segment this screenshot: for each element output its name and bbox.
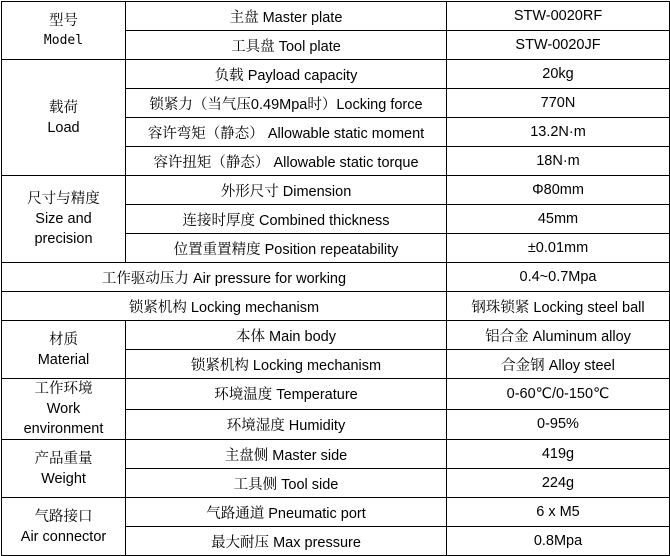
row-value: 13.2N·m <box>447 118 670 147</box>
row-value: 合金钢 Alloy steel <box>447 350 670 379</box>
category-label-en: Work <box>46 401 81 417</box>
category-label-en: Load <box>47 119 80 136</box>
category-label-en: Weight <box>41 470 86 487</box>
row-value: 18N·m <box>447 147 670 176</box>
category-air <box>2 498 126 556</box>
row-value: STW-0020RF <box>447 2 670 31</box>
category-label-zh: 载荷 <box>49 99 78 116</box>
table-row <box>2 440 670 469</box>
category-material <box>2 321 126 379</box>
row-value: 钢珠锁紧 Locking steel ball <box>447 292 670 321</box>
row-value: 0.4~0.7Mpa <box>447 263 670 292</box>
category-label-zh: 尺寸与精度 <box>27 191 100 207</box>
category-label-zh: 工作环境 <box>34 381 93 397</box>
table-row <box>2 321 670 350</box>
category-load <box>2 60 126 176</box>
category-label-zh: 型号 <box>49 12 78 29</box>
spec-table <box>1 1 670 556</box>
row-label: 最大耐压 Max pressure <box>126 527 447 556</box>
row-value: 20kg <box>447 60 670 89</box>
category-label-en: Air connector <box>20 528 107 545</box>
row-label: 主盘侧 Master side <box>126 440 447 469</box>
row-label: 负载 Payload capacity <box>126 60 447 89</box>
table-row <box>2 60 670 89</box>
category-model <box>2 2 126 60</box>
row-label: 锁紧机构 Locking mechanism <box>2 292 447 321</box>
table-row <box>2 2 670 31</box>
row-label: 位置重置精度 Position repeatability <box>126 234 447 263</box>
row-label: 锁紧力（当气压0.49Mpa时）Locking force <box>126 89 447 118</box>
category-label-zh: 产品重量 <box>34 450 93 467</box>
row-label: 环境湿度 Humidity <box>126 409 447 440</box>
table-row <box>2 176 670 205</box>
table-row <box>2 292 670 321</box>
category-label-en: Model <box>43 32 84 48</box>
row-label: 外形尺寸 Dimension <box>126 176 447 205</box>
row-label: 气路通道 Pneumatic port <box>126 498 447 527</box>
category-label-en: environment <box>23 421 104 437</box>
row-value: ±0.01mm <box>447 234 670 263</box>
row-value: Φ80mm <box>447 176 670 205</box>
table-row <box>2 263 670 292</box>
row-value: STW-0020JF <box>447 31 670 60</box>
row-label: 容许扭矩（静态） Allowable static torque <box>126 147 447 176</box>
row-value: 419g <box>447 440 670 469</box>
row-value: 770N <box>447 89 670 118</box>
category-label-zh: 气路接口 <box>34 508 93 525</box>
row-value: 0-95% <box>447 409 670 440</box>
table-row <box>2 379 670 410</box>
row-label: 主盘 Master plate <box>126 2 447 31</box>
category-label-en: Material <box>37 351 90 368</box>
row-label: 工具侧 Tool side <box>126 469 447 498</box>
category-label-en: precision <box>34 231 93 247</box>
row-value: 45mm <box>447 205 670 234</box>
row-value: 铝合金 Aluminum alloy <box>447 321 670 350</box>
row-value: 224g <box>447 469 670 498</box>
row-label: 本体 Main body <box>126 321 447 350</box>
row-label: 连接时厚度 Combined thickness <box>126 205 447 234</box>
row-label: 锁紧机构 Locking mechanism <box>126 350 447 379</box>
table-row <box>2 498 670 527</box>
row-label: 工具盘 Tool plate <box>126 31 447 60</box>
category-weight <box>2 440 126 498</box>
category-size <box>2 176 126 263</box>
row-label: 工作驱动压力 Air pressure for working <box>2 263 447 292</box>
category-label-zh: 材质 <box>49 331 78 348</box>
row-value: 0-60℃/0-150℃ <box>447 379 670 410</box>
row-label: 环境温度 Temperature <box>126 379 447 410</box>
row-label: 容许弯矩（静态） Allowable static moment <box>126 118 447 147</box>
category-env <box>2 379 126 440</box>
row-value: 6 x M5 <box>447 498 670 527</box>
row-value: 0.8Mpa <box>447 527 670 556</box>
category-label-en: Size and <box>35 211 92 227</box>
